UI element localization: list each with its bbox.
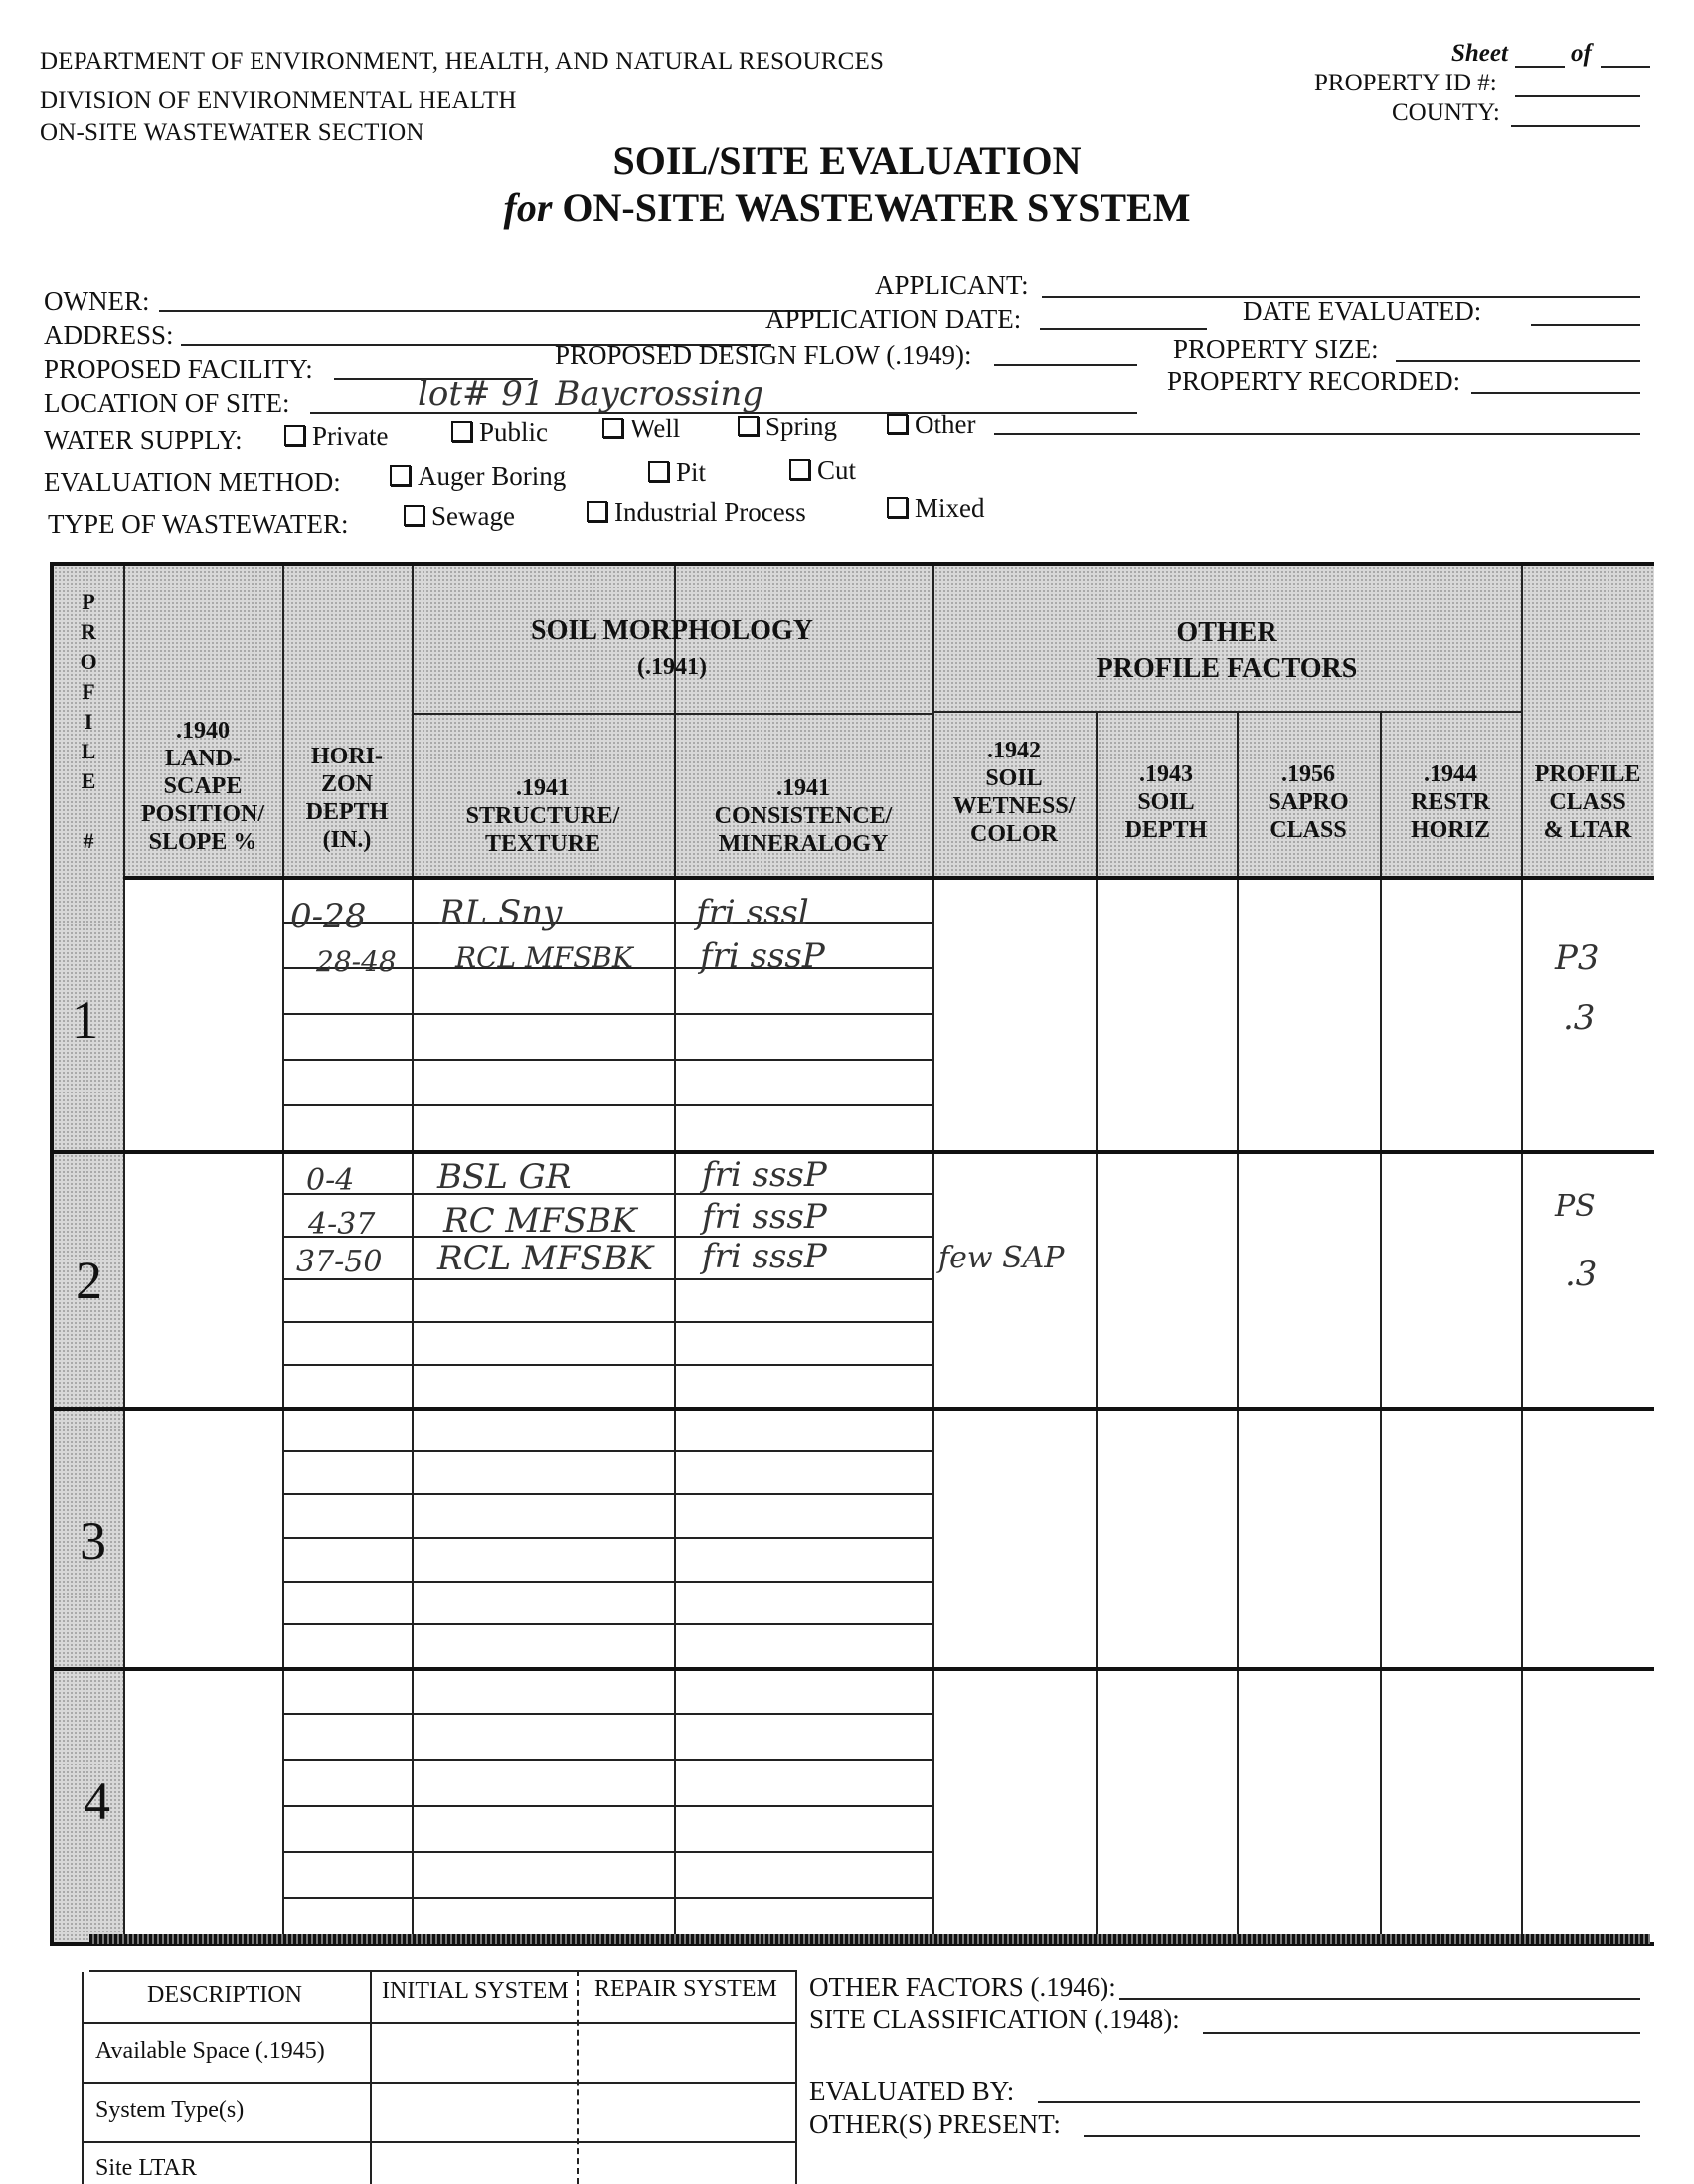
profile-number: 1 (72, 990, 98, 1050)
restr-header: .1944 RESTR HORIZ (1410, 761, 1491, 843)
initial-system-header: INITIAL SYSTEM (382, 1978, 569, 2004)
water-supply-public[interactable] (451, 418, 548, 448)
checkbox-icon (404, 505, 424, 526)
checkbox-icon (602, 418, 623, 438)
horizon-row-line (282, 1713, 932, 1715)
profile-class-value: PS (1555, 1189, 1596, 1224)
property-id-label: PROPERTY ID #: (1314, 70, 1497, 96)
form-subtitle (0, 184, 1694, 231)
available-space-label: Available Space (.1945) (95, 2038, 325, 2064)
checkbox-icon (648, 461, 669, 482)
consistence-mineralogy: fri sssP (702, 1197, 827, 1237)
horizon-row-line (282, 1104, 932, 1106)
horizon-depth: 4-37 (308, 1207, 376, 1242)
property-recorded-field[interactable] (1471, 392, 1640, 394)
checkbox-icon (390, 465, 411, 486)
horizon-depth: 0-28 (290, 897, 367, 936)
profile-number: 3 (80, 1511, 106, 1571)
others-present-label: OTHER(S) PRESENT: (809, 2109, 1061, 2139)
horizon-depth: 28-48 (316, 945, 397, 978)
property-recorded-label: PROPERTY RECORDED: (1167, 366, 1461, 396)
evaluated-by-label: EVALUATED BY: (809, 2076, 1015, 2105)
horizon-row-line (282, 1897, 932, 1899)
water-supply-well[interactable] (602, 414, 680, 444)
horizon-row-line (282, 1364, 932, 1366)
evaluation-cut[interactable] (789, 455, 856, 486)
landscape-header: .1940 LAND- SCAPE POSITION/ SLOPE % (140, 718, 265, 855)
others-present-field[interactable] (1084, 2135, 1640, 2137)
profile-class-value: P3 (1555, 938, 1600, 978)
water-supply-well-label: Well (630, 414, 681, 443)
soil-evaluation-table (50, 562, 1654, 1946)
applicant-label: APPLICANT: (875, 270, 1029, 300)
other-factors-header: OTHER PROFILE FACTORS (1096, 617, 1358, 684)
sheet-total-field[interactable] (1601, 66, 1650, 68)
water-supply-spring[interactable] (738, 412, 837, 442)
form-subtitle-rest: ON-SITE WASTEWATER SYSTEM (562, 185, 1191, 230)
date-evaluated-label: DATE EVALUATED: (1243, 296, 1482, 326)
checkbox-icon (887, 497, 908, 518)
water-supply-other[interactable] (887, 410, 975, 440)
table-bottom-rule (89, 1934, 1650, 1944)
form-subtitle-for: for (503, 185, 553, 230)
structure-texture: RC MFSBK (443, 1201, 637, 1241)
wetness-header: .1942 SOIL WETNESS/ COLOR (952, 738, 1076, 847)
description-header: DESCRIPTION (147, 1982, 303, 2008)
ltar-value: .3 (1565, 1255, 1598, 1294)
soil-depth-header: .1943 SOIL DEPTH (1124, 761, 1208, 843)
site-classification-field[interactable] (1203, 2032, 1640, 2034)
horizon-depth: 0-4 (306, 1163, 355, 1198)
consistence-mineralogy: fri sssP (702, 1155, 827, 1195)
of-label: of (1571, 40, 1592, 67)
owner-field[interactable] (159, 310, 831, 312)
horizon-header: HORI- ZON DEPTH (IN.) (305, 744, 389, 853)
horizon-row-line (282, 1013, 932, 1015)
address-label: ADDRESS: (44, 320, 174, 350)
soil-morphology-code: (.1941) (637, 654, 707, 680)
structure-texture: BSL GR (437, 1157, 572, 1197)
horizon-row-line (282, 1759, 932, 1761)
checkbox-icon (284, 425, 305, 446)
section-name: ON-SITE WASTEWATER SECTION (40, 119, 424, 146)
checkbox-icon (789, 459, 810, 480)
water-supply-private[interactable] (284, 421, 388, 452)
county-field[interactable] (1511, 125, 1640, 127)
horizon-row-line (282, 1450, 932, 1452)
sapro-header: .1956 SAPRO CLASS (1268, 761, 1349, 843)
application-date-label: APPLICATION DATE: (765, 304, 1022, 334)
horizon-row-line (282, 1805, 932, 1807)
consistence-header: .1941 CONSISTENCE/ MINERALOGY (714, 775, 893, 857)
proposed-facility-label: PROPOSED FACILITY: (44, 354, 313, 384)
evaluation-cut-label: Cut (817, 455, 857, 485)
structure-texture: RCL MFSBK (455, 941, 633, 974)
structure-header: .1941 STRUCTURE/ TEXTURE (465, 775, 620, 857)
evaluation-auger-boring[interactable] (390, 461, 566, 492)
horizon-row-line (282, 1059, 932, 1061)
evaluation-pit[interactable] (648, 457, 706, 488)
wetness-value: few SAP (938, 1241, 1065, 1275)
wastewater-mixed[interactable] (887, 493, 985, 524)
horizon-row-line (282, 1623, 932, 1625)
sheet-number-field[interactable] (1515, 66, 1565, 68)
date-evaluated-field[interactable] (1531, 324, 1640, 326)
sheet-label: Sheet (1451, 40, 1508, 67)
horizon-row-line (282, 1193, 932, 1195)
soil-morphology-header: SOIL MORPHOLOGY (531, 615, 813, 646)
design-flow-field[interactable] (994, 364, 1137, 366)
wastewater-industrial[interactable] (587, 497, 806, 528)
department-name: DEPARTMENT OF ENVIRONMENT, HEALTH, AND NATURAL RESOURCES (40, 48, 885, 75)
profile-number: 2 (76, 1251, 102, 1310)
evaluation-method-label: EVALUATION METHOD: (44, 467, 341, 497)
ltar-value: .3 (1563, 998, 1596, 1038)
wastewater-sewage[interactable] (404, 501, 515, 532)
water-supply-public-label: Public (479, 418, 549, 447)
other-factors-field[interactable] (1119, 1998, 1640, 2000)
profile-class-header: PROFILE CLASS & LTAR (1534, 761, 1641, 843)
horizon-row-line (282, 1581, 932, 1583)
structure-texture: RCL MFSBK (437, 1239, 654, 1278)
owner-label: OWNER: (44, 286, 150, 316)
wastewater-mixed-label: Mixed (915, 493, 985, 523)
property-size-field[interactable] (1396, 360, 1640, 362)
horizon-row-line (282, 1851, 932, 1853)
checkbox-icon (587, 501, 607, 522)
profile-header: P R O F I L E # (80, 589, 97, 853)
horizon-depth: 37-50 (296, 1245, 383, 1279)
application-date-field[interactable] (1040, 328, 1207, 330)
water-supply-other-label: Other (915, 410, 976, 439)
wastewater-type-label: TYPE OF WASTEWATER: (48, 509, 349, 539)
repair-system-header: REPAIR SYSTEM (594, 1976, 777, 2002)
site-ltar-label: Site LTAR (95, 2155, 197, 2181)
water-supply-spring-label: Spring (765, 412, 838, 441)
county-label: COUNTY: (1392, 99, 1500, 126)
horizon-row-line (282, 922, 932, 924)
system-type-label: System Type(s) (95, 2098, 245, 2123)
location-label: LOCATION OF SITE: (44, 388, 290, 418)
horizon-row-line (282, 1537, 932, 1539)
property-id-field[interactable] (1515, 95, 1640, 97)
consistence-mineralogy: fri sssP (702, 1237, 827, 1276)
site-classification-label: SITE CLASSIFICATION (.1948): (809, 2004, 1180, 2034)
consistence-mineralogy: fri sssP (700, 936, 825, 976)
horizon-row-line (282, 1493, 932, 1495)
structure-texture: RL Sny (439, 893, 563, 932)
form-title: SOIL/SITE EVALUATION (612, 138, 1082, 183)
checkbox-icon (451, 421, 472, 442)
profile-number: 4 (84, 1771, 110, 1831)
consistence-mineralogy: fri sssl (696, 893, 809, 932)
horizon-row-line (282, 1321, 932, 1323)
water-supply-private-label: Private (312, 421, 389, 451)
location-value: lot# 91 Baycrossing (418, 374, 764, 414)
water-supply-other-field[interactable] (994, 433, 1640, 435)
design-flow-label: PROPOSED DESIGN FLOW (.1949): (555, 340, 972, 370)
evaluated-by-field[interactable] (1038, 2101, 1640, 2103)
evaluation-auger-boring-label: Auger Boring (418, 461, 567, 491)
wastewater-sewage-label: Sewage (431, 501, 515, 531)
other-factors-label: OTHER FACTORS (.1946): (809, 1972, 1116, 2002)
water-supply-label: WATER SUPPLY: (44, 425, 243, 455)
checkbox-icon (738, 416, 759, 436)
checkbox-icon (887, 414, 908, 434)
evaluation-pit-label: Pit (676, 457, 707, 487)
wastewater-industrial-label: Industrial Process (614, 497, 806, 527)
property-size-label: PROPERTY SIZE: (1173, 334, 1379, 364)
division-name: DIVISION OF ENVIRONMENTAL HEALTH (40, 87, 517, 114)
